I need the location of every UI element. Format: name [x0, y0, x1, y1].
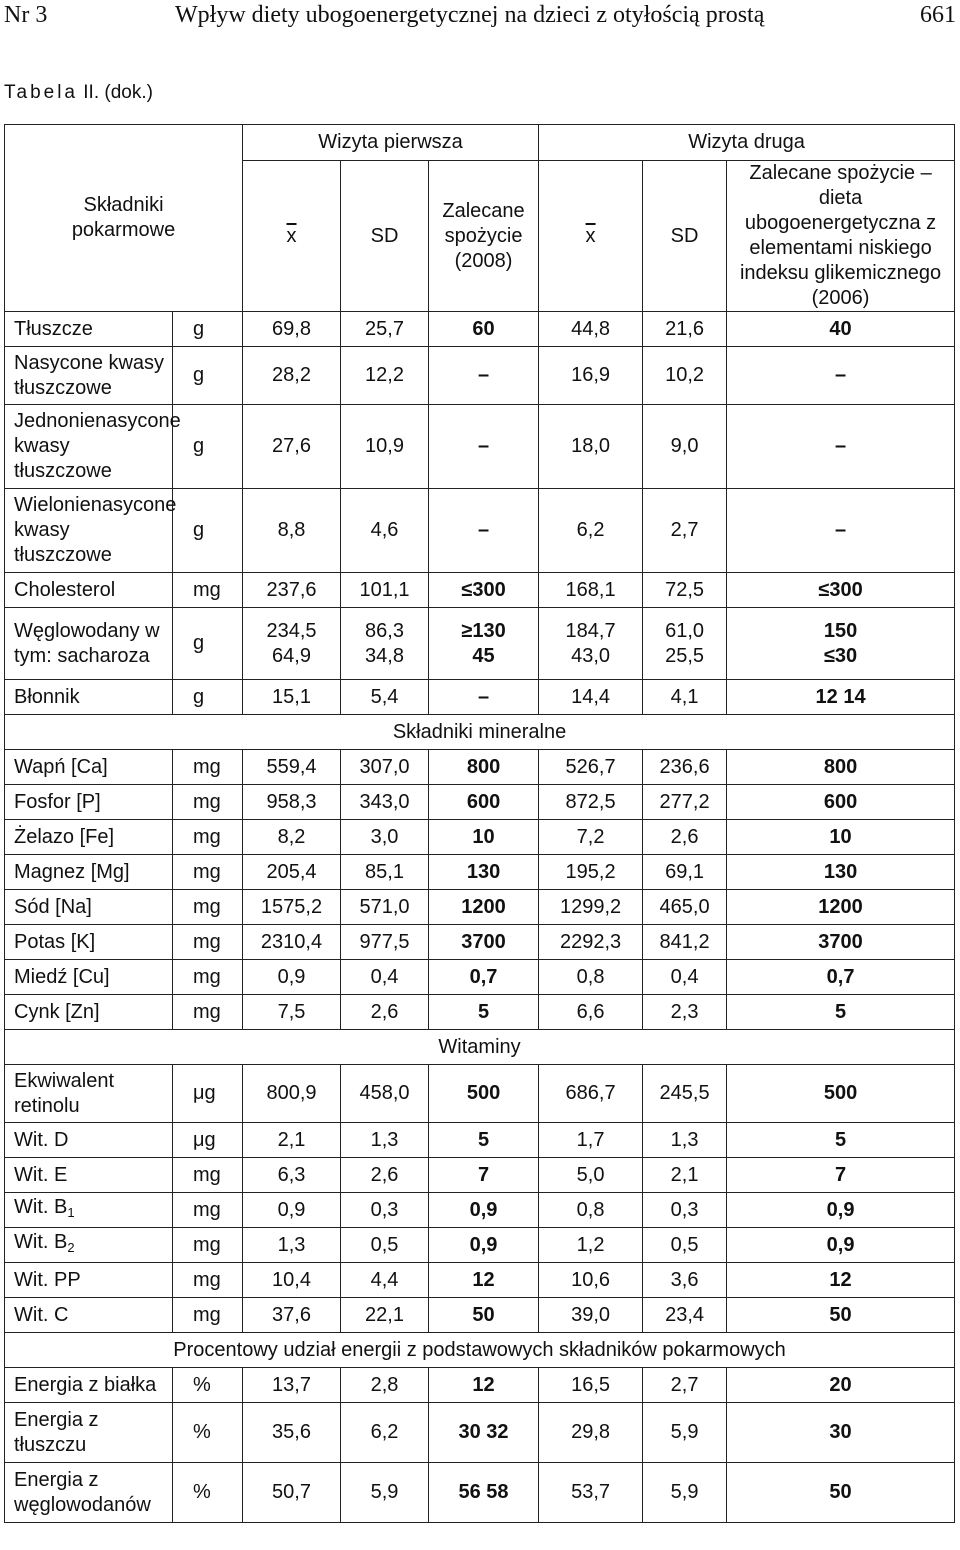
unit-cell: g: [173, 312, 243, 347]
v1-mean-cell: 10,4: [243, 1263, 341, 1298]
v2-mean-cell: 1299,2: [539, 890, 643, 925]
v1-sd-cell: 5,9: [341, 1463, 429, 1523]
v2-rec-cell: 40: [727, 312, 955, 347]
v1-sd-cell: 458,0: [341, 1065, 429, 1123]
unit-cell: g: [173, 608, 243, 680]
v1-rec-cell: 130: [429, 855, 539, 890]
unit-cell: mg: [173, 925, 243, 960]
v1-mean-cell: 69,8: [243, 312, 341, 347]
nutrient-name: Energia z białka: [5, 1368, 173, 1403]
table-caption: [4, 82, 153, 104]
nutrient-name: Ekwiwalent retinolu: [5, 1065, 173, 1123]
nutrient-name: Wapń [Ca]: [5, 750, 173, 785]
table-row: [5, 312, 955, 347]
v1-mean-cell: 2,1: [243, 1123, 341, 1158]
nutrient-name: Żelazo [Fe]: [5, 820, 173, 855]
section-title: Witaminy: [5, 1030, 955, 1065]
v2-mean-cell: 16,9: [539, 347, 643, 405]
v2-sd-cell: 0,3: [643, 1193, 727, 1228]
nutrient-name: Sód [Na]: [5, 890, 173, 925]
nutrient-table: [4, 124, 955, 1523]
v1-rec-cell: –: [429, 347, 539, 405]
nutrient-name: Energia z węglowodanów: [5, 1463, 173, 1523]
v1-rec-cell: 800: [429, 750, 539, 785]
v2-sd-cell: 236,6: [643, 750, 727, 785]
v2-mean-cell: 0,8: [539, 1193, 643, 1228]
v1-rec-cell: 12: [429, 1263, 539, 1298]
nutrient-name: Potas [K]: [5, 925, 173, 960]
unit-cell: μg: [173, 1065, 243, 1123]
v2-rec-cell: 0,9: [727, 1228, 955, 1263]
v2-rec-cell: ≤300: [727, 573, 955, 608]
v1-mean-cell: 8,8: [243, 489, 341, 573]
v2-sd-cell: 0,5: [643, 1228, 727, 1263]
nutrient-name: Wit. E: [5, 1158, 173, 1193]
v2-rec-cell: 800: [727, 750, 955, 785]
nutrient-name: Magnez [Mg]: [5, 855, 173, 890]
v2-rec-cell: –: [727, 347, 955, 405]
v1-sd-cell: 4,4: [341, 1263, 429, 1298]
v1-mean-cell: 15,1: [243, 680, 341, 715]
v1-sd-cell: 12,2: [341, 347, 429, 405]
header-rec-1: Zalecane spożycie (2008): [429, 161, 539, 312]
v2-mean-cell: 195,2: [539, 855, 643, 890]
v2-rec-cell: 7: [727, 1158, 955, 1193]
v2-mean-cell: 872,5: [539, 785, 643, 820]
unit-cell: g: [173, 680, 243, 715]
v2-sd-cell: 4,1: [643, 680, 727, 715]
v2-sd-cell: 5,9: [643, 1463, 727, 1523]
v1-rec-cell: –: [429, 680, 539, 715]
v1-sd-cell: 85,1: [341, 855, 429, 890]
table-row: [5, 1065, 955, 1123]
journal-issue: Nr 3: [4, 2, 48, 28]
unit-cell: mg: [173, 855, 243, 890]
v1-rec-cell: ≥130 45: [429, 608, 539, 680]
page-number: 661: [920, 2, 956, 28]
v2-sd-cell: 245,5: [643, 1065, 727, 1123]
table-row: [5, 347, 955, 405]
header-visit-1: Wizyta pierwsza: [243, 125, 539, 161]
v1-sd-cell: 6,2: [341, 1403, 429, 1463]
v2-sd-cell: 9,0: [643, 405, 727, 489]
v1-sd-cell: 3,0: [341, 820, 429, 855]
v1-sd-cell: 571,0: [341, 890, 429, 925]
v1-mean-cell: 27,6: [243, 405, 341, 489]
article-title: Wpływ diety ubogoenergetycznej na dzieci z otyłością prostą: [175, 2, 765, 28]
v2-rec-cell: 30: [727, 1403, 955, 1463]
v1-mean-cell: 7,5: [243, 995, 341, 1030]
v1-rec-cell: 50: [429, 1298, 539, 1333]
v1-mean-cell: 237,6: [243, 573, 341, 608]
v1-rec-cell: –: [429, 489, 539, 573]
nutrient-name: Wielonienasycone kwasy tłuszczowe: [5, 489, 173, 573]
v2-mean-cell: 18,0: [539, 405, 643, 489]
table-row: [5, 489, 955, 573]
v2-rec-cell: 3700: [727, 925, 955, 960]
nutrient-name: Wit. D: [5, 1123, 173, 1158]
v2-mean-cell: 39,0: [539, 1298, 643, 1333]
v2-mean-cell: 686,7: [539, 1065, 643, 1123]
v1-sd-cell: 2,6: [341, 995, 429, 1030]
table-row: [5, 1368, 955, 1403]
v2-mean-cell: 0,8: [539, 960, 643, 995]
v1-sd-cell: 977,5: [341, 925, 429, 960]
table-row: [5, 608, 955, 680]
nutrient-name: Energia z tłuszczu: [5, 1403, 173, 1463]
unit-cell: mg: [173, 995, 243, 1030]
unit-cell: mg: [173, 890, 243, 925]
v2-mean-cell: 7,2: [539, 820, 643, 855]
v2-mean-cell: 184,7 43,0: [539, 608, 643, 680]
v2-rec-cell: 10: [727, 820, 955, 855]
nutrient-name: Tłuszcze: [5, 312, 173, 347]
v2-sd-cell: 277,2: [643, 785, 727, 820]
nutrient-name: Wit. C: [5, 1298, 173, 1333]
v2-sd-cell: 465,0: [643, 890, 727, 925]
unit-cell: mg: [173, 1158, 243, 1193]
v2-sd-cell: 10,2: [643, 347, 727, 405]
v2-mean-cell: 16,5: [539, 1368, 643, 1403]
table-row: [5, 1298, 955, 1333]
v1-mean-cell: 35,6: [243, 1403, 341, 1463]
unit-cell: mg: [173, 820, 243, 855]
v2-rec-cell: 130: [727, 855, 955, 890]
table-row: [5, 995, 955, 1030]
nutrient-name: Fosfor [P]: [5, 785, 173, 820]
v2-mean-cell: 10,6: [539, 1263, 643, 1298]
unit-cell: g: [173, 405, 243, 489]
v1-rec-cell: –: [429, 405, 539, 489]
v2-mean-cell: 1,2: [539, 1228, 643, 1263]
table-row: [5, 1193, 955, 1228]
header-row-visits: [5, 125, 955, 161]
table-row: [5, 1158, 955, 1193]
v1-rec-cell: 3700: [429, 925, 539, 960]
unit-cell: mg: [173, 1263, 243, 1298]
v2-mean-cell: 2292,3: [539, 925, 643, 960]
v1-mean-cell: 559,4: [243, 750, 341, 785]
v2-rec-cell: 500: [727, 1065, 955, 1123]
v2-sd-cell: 2,3: [643, 995, 727, 1030]
v1-rec-cell: 5: [429, 1123, 539, 1158]
nutrient-name: Wit. $B_1$: [5, 1193, 173, 1228]
nutrient-name: Wit. PP: [5, 1263, 173, 1298]
v1-mean-cell: 13,7: [243, 1368, 341, 1403]
v2-rec-cell: 12 14: [727, 680, 955, 715]
v2-mean-cell: 6,2: [539, 489, 643, 573]
table-row: [5, 1403, 955, 1463]
v2-rec-cell: 50: [727, 1463, 955, 1523]
v2-mean-cell: 5,0: [539, 1158, 643, 1193]
v2-mean-cell: 44,8: [539, 312, 643, 347]
v2-rec-cell: 600: [727, 785, 955, 820]
v1-rec-cell: 0,9: [429, 1193, 539, 1228]
v2-sd-cell: 2,7: [643, 489, 727, 573]
table-row: [5, 1123, 955, 1158]
v1-sd-cell: 22,1: [341, 1298, 429, 1333]
v1-sd-cell: 1,3: [341, 1123, 429, 1158]
header-mean-1: $\overline{x}$: [243, 161, 341, 312]
header-visit-2: Wizyta druga: [539, 125, 955, 161]
v1-rec-cell: 1200: [429, 890, 539, 925]
v1-mean-cell: 2310,4: [243, 925, 341, 960]
v1-rec-cell: 10: [429, 820, 539, 855]
v1-mean-cell: 958,3: [243, 785, 341, 820]
v2-sd-cell: 841,2: [643, 925, 727, 960]
table-row: [5, 573, 955, 608]
v2-mean-cell: 526,7: [539, 750, 643, 785]
header-sd-2: SD: [643, 161, 727, 312]
table-row: [5, 890, 955, 925]
v1-rec-cell: 30 32: [429, 1403, 539, 1463]
v1-sd-cell: 4,6: [341, 489, 429, 573]
header-rec-2: Zalecane spożycie – dieta ubogoenergetyczna z elementami niskiego indeksu glikemicznego (2006): [727, 161, 955, 312]
v1-sd-cell: 5,4: [341, 680, 429, 715]
v1-mean-cell: 800,9: [243, 1065, 341, 1123]
nutrient-name: Wit. $B_2$: [5, 1228, 173, 1263]
v1-sd-cell: 101,1: [341, 573, 429, 608]
v1-rec-cell: ≤300: [429, 573, 539, 608]
unit-cell: mg: [173, 1228, 243, 1263]
v2-sd-cell: 3,6: [643, 1263, 727, 1298]
header-sd-1: SD: [341, 161, 429, 312]
v1-sd-cell: 86,3 34,8: [341, 608, 429, 680]
section-row: [5, 715, 955, 750]
unit-cell: mg: [173, 785, 243, 820]
v2-sd-cell: 2,6: [643, 820, 727, 855]
unit-cell: mg: [173, 960, 243, 995]
v2-sd-cell: 69,1: [643, 855, 727, 890]
v2-rec-cell: 0,9: [727, 1193, 955, 1228]
table-row: [5, 925, 955, 960]
table-row: [5, 1228, 955, 1263]
v2-sd-cell: 61,0 25,5: [643, 608, 727, 680]
table-row: [5, 960, 955, 995]
v2-rec-cell: 5: [727, 995, 955, 1030]
v2-sd-cell: 1,3: [643, 1123, 727, 1158]
v2-mean-cell: 1,7: [539, 1123, 643, 1158]
v2-sd-cell: 2,1: [643, 1158, 727, 1193]
v1-mean-cell: 0,9: [243, 960, 341, 995]
v1-mean-cell: 205,4: [243, 855, 341, 890]
unit-cell: g: [173, 347, 243, 405]
table-caption-label: Tabela: [4, 82, 78, 103]
nutrient-name: Błonnik: [5, 680, 173, 715]
v2-sd-cell: 2,7: [643, 1368, 727, 1403]
unit-cell: μg: [173, 1123, 243, 1158]
header-nutrient: Składniki pokarmowe: [5, 125, 243, 312]
v2-sd-cell: 23,4: [643, 1298, 727, 1333]
v1-rec-cell: 60: [429, 312, 539, 347]
v2-mean-cell: 53,7: [539, 1463, 643, 1523]
table-row: [5, 1263, 955, 1298]
v2-sd-cell: 0,4: [643, 960, 727, 995]
v1-mean-cell: 28,2: [243, 347, 341, 405]
v1-mean-cell: 37,6: [243, 1298, 341, 1333]
v1-sd-cell: 343,0: [341, 785, 429, 820]
v1-mean-cell: 234,5 64,9: [243, 608, 341, 680]
table-row: [5, 1463, 955, 1523]
running-head: [0, 0, 960, 40]
v2-rec-cell: 5: [727, 1123, 955, 1158]
v1-rec-cell: 0,9: [429, 1228, 539, 1263]
v1-mean-cell: 1,3: [243, 1228, 341, 1263]
v2-rec-cell: 20: [727, 1368, 955, 1403]
table-row: [5, 785, 955, 820]
table-row: [5, 405, 955, 489]
unit-cell: %: [173, 1463, 243, 1523]
unit-cell: %: [173, 1403, 243, 1463]
v2-rec-cell: 1200: [727, 890, 955, 925]
section-row: [5, 1333, 955, 1368]
v2-rec-cell: 12: [727, 1263, 955, 1298]
v1-sd-cell: 25,7: [341, 312, 429, 347]
table-row: [5, 750, 955, 785]
v2-mean-cell: 29,8: [539, 1403, 643, 1463]
v1-rec-cell: 500: [429, 1065, 539, 1123]
v1-sd-cell: 2,8: [341, 1368, 429, 1403]
v1-sd-cell: 10,9: [341, 405, 429, 489]
v1-rec-cell: 12: [429, 1368, 539, 1403]
section-title: Składniki mineralne: [5, 715, 955, 750]
nutrient-name: Cholesterol: [5, 573, 173, 608]
v1-mean-cell: 50,7: [243, 1463, 341, 1523]
nutrient-name: Cynk [Zn]: [5, 995, 173, 1030]
table-row: [5, 855, 955, 890]
v2-sd-cell: 21,6: [643, 312, 727, 347]
v1-mean-cell: 6,3: [243, 1158, 341, 1193]
v2-mean-cell: 14,4: [539, 680, 643, 715]
v2-rec-cell: 150 ≤30: [727, 608, 955, 680]
table-body: [5, 125, 955, 1523]
v1-sd-cell: 0,4: [341, 960, 429, 995]
v1-sd-cell: 0,5: [341, 1228, 429, 1263]
v1-sd-cell: 0,3: [341, 1193, 429, 1228]
nutrient-name: Jednonienasycone kwasy tłuszczowe: [5, 405, 173, 489]
v2-rec-cell: –: [727, 489, 955, 573]
nutrient-name: Węglowodany w tym: sacharoza: [5, 608, 173, 680]
v2-mean-cell: 168,1: [539, 573, 643, 608]
v1-rec-cell: 0,7: [429, 960, 539, 995]
table-caption-number: II. (dok.): [83, 82, 153, 103]
unit-cell: mg: [173, 573, 243, 608]
v2-mean-cell: 6,6: [539, 995, 643, 1030]
unit-cell: mg: [173, 750, 243, 785]
header-mean-2: $\overline{x}$: [539, 161, 643, 312]
nutrient-name: Miedź [Cu]: [5, 960, 173, 995]
v2-rec-cell: –: [727, 405, 955, 489]
table-row: [5, 820, 955, 855]
table-row: [5, 680, 955, 715]
v1-rec-cell: 600: [429, 785, 539, 820]
v1-rec-cell: 7: [429, 1158, 539, 1193]
v2-rec-cell: 0,7: [727, 960, 955, 995]
nutrient-name: Nasycone kwasy tłuszczowe: [5, 347, 173, 405]
v1-sd-cell: 307,0: [341, 750, 429, 785]
section-title: Procentowy udział energii z podstawowych składników pokarmowych: [5, 1333, 955, 1368]
unit-cell: mg: [173, 1193, 243, 1228]
v1-mean-cell: 0,9: [243, 1193, 341, 1228]
v1-mean-cell: 1575,2: [243, 890, 341, 925]
section-row: [5, 1030, 955, 1065]
v1-mean-cell: 8,2: [243, 820, 341, 855]
v2-sd-cell: 72,5: [643, 573, 727, 608]
unit-cell: g: [173, 489, 243, 573]
unit-cell: mg: [173, 1298, 243, 1333]
v2-rec-cell: 50: [727, 1298, 955, 1333]
v1-sd-cell: 2,6: [341, 1158, 429, 1193]
v1-rec-cell: 56 58: [429, 1463, 539, 1523]
unit-cell: %: [173, 1368, 243, 1403]
v2-sd-cell: 5,9: [643, 1403, 727, 1463]
v1-rec-cell: 5: [429, 995, 539, 1030]
